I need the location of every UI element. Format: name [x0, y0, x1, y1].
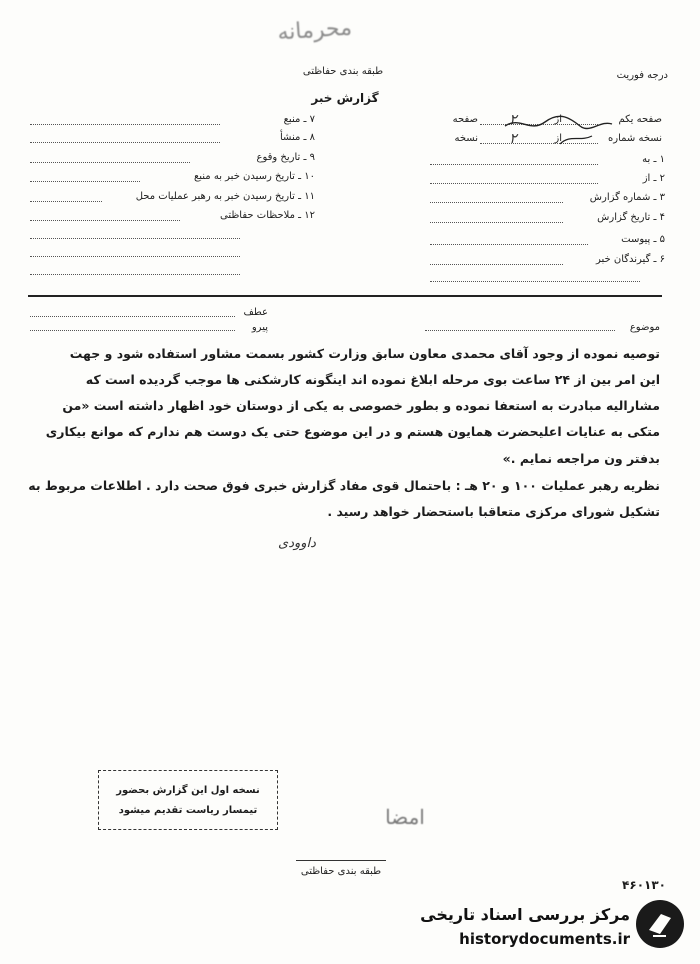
left-field-dots: [30, 220, 180, 221]
priority-label: درجه فوریت: [616, 70, 668, 81]
right-field-dots: [430, 281, 640, 282]
watermark-title: مرکز بررسی اسناد تاریخی: [420, 905, 630, 924]
copy-of: از: [554, 133, 562, 144]
right-field-label: ۱ ـ به: [642, 154, 665, 165]
left-field-dots: [30, 238, 240, 239]
routing-stamp-line: نسخه اول این گزارش بحضور: [116, 785, 260, 796]
left-field-label: ۹ ـ تاریخ وقوع: [256, 152, 315, 163]
left-field-label: ۱۲ ـ ملاحظات حفاظتی: [220, 210, 315, 221]
page-total-handwritten: ۲: [509, 112, 517, 128]
copy-label: نسخه شماره: [608, 133, 662, 144]
watermark-url: historydocuments.ir: [459, 930, 630, 948]
body-line: مشارالیه مبادرت به استعفا نموده و بطور خصوصی به یکی از دوستان خود اظهار داشته است «من: [62, 398, 660, 413]
right-field-label: ۲ ـ از: [642, 173, 665, 184]
right-field-label: ۶ ـ گیرندگان خبر: [595, 254, 665, 265]
subject-dots: [425, 330, 615, 331]
routing-stamp-box: [98, 770, 278, 830]
right-field-dots: [430, 264, 563, 265]
copy-word: نسخه: [454, 133, 478, 144]
body-line: این امر بین از ۲۴ ساعت بوی مرحله ابلاغ نموده اند اینگونه کارشکنی ها موجب گردیده است که: [85, 372, 660, 387]
right-field-dots: [430, 183, 598, 184]
classification-label-bottom: طبقه بندی حفاظتی: [300, 866, 382, 877]
body-line: توصیه نموده از وجود آقای محمدی معاون سابق وزارت کشور بسمت مشاور استفاده شود و جهت: [69, 346, 660, 361]
left-field-dots: [30, 124, 220, 125]
faded-signature: امضا: [385, 805, 425, 829]
page-label: صفحه یکم: [618, 114, 662, 125]
left-field-label: ۱۱ ـ تاریخ رسیدن خبر به رهبر عملیات محل: [135, 191, 315, 202]
right-field-label: ۵ ـ پیوست: [621, 234, 665, 245]
analysis-line: تشکیل شورای مرکزی متعاقبا باستحضار خواهد رسید .: [327, 504, 660, 519]
top-stamp: محرمانه: [276, 15, 353, 46]
page-word: صفحه: [452, 114, 478, 125]
archive-logo-icon: [636, 900, 684, 948]
left-field-dots: [30, 256, 240, 257]
left-field-label: ۱۰ ـ تاریخ رسیدن خبر به منبع: [193, 171, 315, 182]
right-field-dots: [430, 202, 563, 203]
header-divider: [28, 295, 662, 297]
left-field-dots: [30, 142, 220, 143]
atf-dots: [30, 316, 235, 317]
right-field-dots: [430, 222, 563, 223]
body-line: متکی به عنایات اعلیحضرت همایون هستم و در این موضوع حتی یک دوست هم ندارم که موانع بیکاری: [45, 424, 660, 439]
signature: داوودی: [278, 536, 316, 551]
right-field-dots: [430, 244, 588, 245]
subject-label: موضوع: [629, 322, 660, 333]
analysis-line: نظریه رهبر عملیات ۱۰۰ و ۲۰ هـ : باحتمال قوی مفاد گزارش خبری فوق صحت دارد . اطلاعات مربوط به: [28, 478, 660, 493]
left-field-dots: [30, 181, 140, 182]
atf-label: عطف: [243, 307, 268, 318]
classification-label-top: طبقه بندی حفاظتی: [302, 66, 384, 77]
right-field-label: ۳ ـ شماره گزارش: [589, 192, 665, 203]
left-field-label: ۷ ـ منبع: [283, 114, 315, 125]
document-number: ۴۶۰۱۳۰: [622, 878, 666, 892]
peyro-label: پیرو: [251, 322, 268, 333]
right-field-label: ۴ ـ تاریخ گزارش: [597, 212, 665, 223]
page-title: گزارش خبر: [311, 91, 379, 105]
left-field-dots: [30, 162, 190, 163]
left-field-dots: [30, 274, 240, 275]
right-field-dots: [430, 164, 598, 165]
body-line: بدفتر ون مراجعه نمایم .»: [502, 451, 660, 466]
left-field-dots: [30, 201, 102, 202]
peyro-dots: [30, 330, 235, 331]
copy-total-handwritten: ۲: [509, 131, 517, 147]
routing-stamp-line: تیمسار ریاست تقدیم میشود: [118, 805, 258, 816]
footer-divider: [296, 860, 386, 861]
handwriting-scribble: [500, 108, 620, 148]
left-field-label: ۸ ـ منشأ: [279, 132, 315, 143]
page-of: از: [554, 114, 562, 125]
